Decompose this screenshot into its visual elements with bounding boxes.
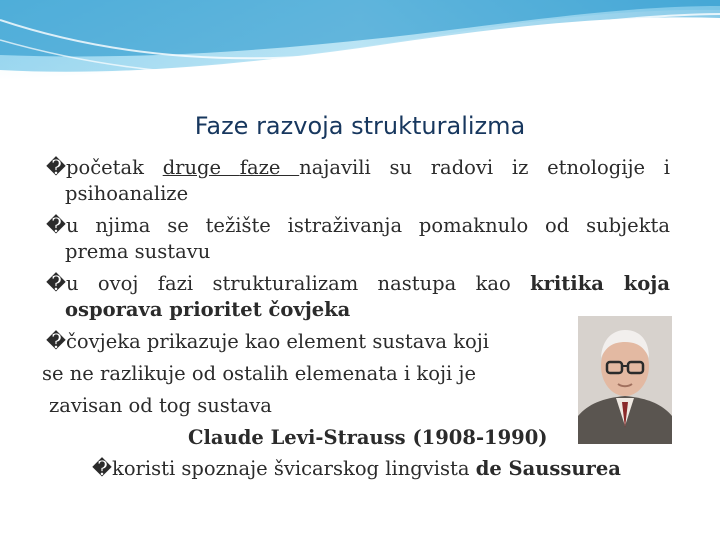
page-title: Faze razvoja strukturalizma <box>194 112 526 140</box>
bold-text: kritika koja <box>530 272 670 295</box>
bullet-5 <box>92 457 621 480</box>
bullet-4-line-3: zavisan od tog sustava <box>49 394 272 417</box>
photo-caption: Claude Levi-Strauss (1908-1990) <box>188 426 548 449</box>
bullet-4-line-1 <box>46 330 489 353</box>
text: u ovoj fazi strukturalizam nastupa kao <box>66 272 531 295</box>
bullet-glyph: � <box>92 457 112 480</box>
bullet-3-line-2: osporava prioritet čovjeka <box>65 298 351 321</box>
underlined-text: faze <box>239 156 300 179</box>
header-wave-decoration <box>0 0 720 110</box>
text: u njima se težište istraživanja pomaknulo od subjekta <box>66 214 670 237</box>
text: koristi spoznaje švicarskog lingvista <box>112 457 476 480</box>
bold-text: de Saussurea <box>475 457 621 480</box>
text: čovjeka prikazuje kao element sustava koji <box>66 330 490 353</box>
bullet-3-line-1 <box>46 272 670 295</box>
text: najavili su radovi iz etnologije i <box>299 156 670 179</box>
bullet-4-line-2: se ne razlikuje od ostalih elemenata i koji je <box>42 362 477 385</box>
bullet-glyph: � <box>46 214 66 237</box>
underlined-text: druge <box>162 156 240 179</box>
text: početak <box>66 156 163 179</box>
bullet-2-line-2: prema sustavu <box>65 240 211 263</box>
bullet-glyph: � <box>46 330 66 353</box>
bullet-2-line-1 <box>46 214 670 237</box>
bullet-1-line-2: psihoanalize <box>65 182 189 205</box>
bullet-1-line-1 <box>46 156 670 179</box>
portrait-photo <box>578 316 672 444</box>
bullet-glyph: � <box>46 156 66 179</box>
bullet-glyph: � <box>46 272 66 295</box>
